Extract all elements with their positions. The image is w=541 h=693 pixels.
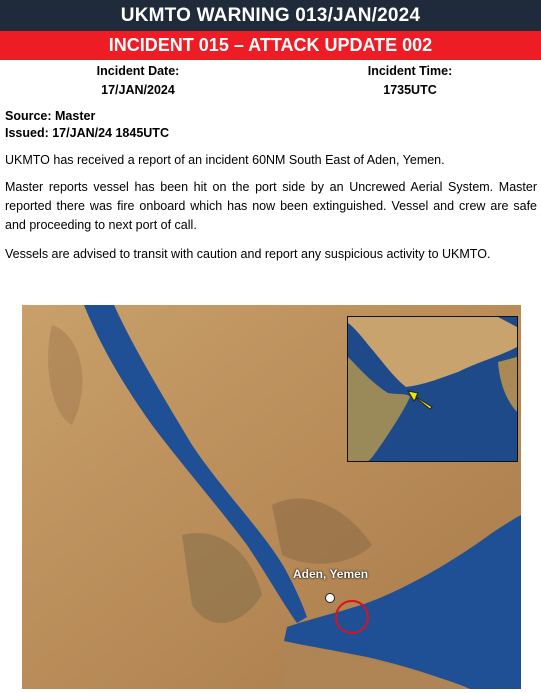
- incident-time-label: Incident Time:: [367, 64, 453, 78]
- incident-map: [22, 305, 521, 689]
- aden-marker: [326, 594, 335, 603]
- source-line: Source: Master: [5, 109, 96, 123]
- paragraph-report: UKMTO has received a report of an incident 60NM South East of Aden, Yemen.: [5, 153, 445, 167]
- incident-date-label: Incident Date:: [96, 64, 180, 78]
- incident-time-block: [350, 62, 470, 100]
- paragraph-details: Master reports vessel has been hit on the port side by an Uncrewed Aerial System. Master reported there was fire onboard which has now been extinguished. Vessel and crew are safe and proceeding to next port of call.: [5, 180, 537, 232]
- incident-date-value: 17/JAN/2024: [101, 83, 175, 97]
- incident-date-block: [78, 62, 198, 100]
- city-label-aden: Aden, Yemen: [293, 567, 369, 581]
- issued-line: Issued: 17/JAN/24 1845UTC: [5, 126, 169, 140]
- source-block: [5, 108, 169, 142]
- incident-time-value: 1735UTC: [383, 83, 437, 97]
- warning-title: UKMTO WARNING 013/JAN/2024: [0, 0, 541, 31]
- incident-title: INCIDENT 015 – ATTACK UPDATE 002: [0, 31, 541, 60]
- overview-inset-map: [347, 316, 518, 462]
- paragraph-advice: Vessels are advised to transit with caution and report any suspicious activity to UKMTO.: [5, 247, 491, 261]
- inset-terrain: [348, 317, 517, 461]
